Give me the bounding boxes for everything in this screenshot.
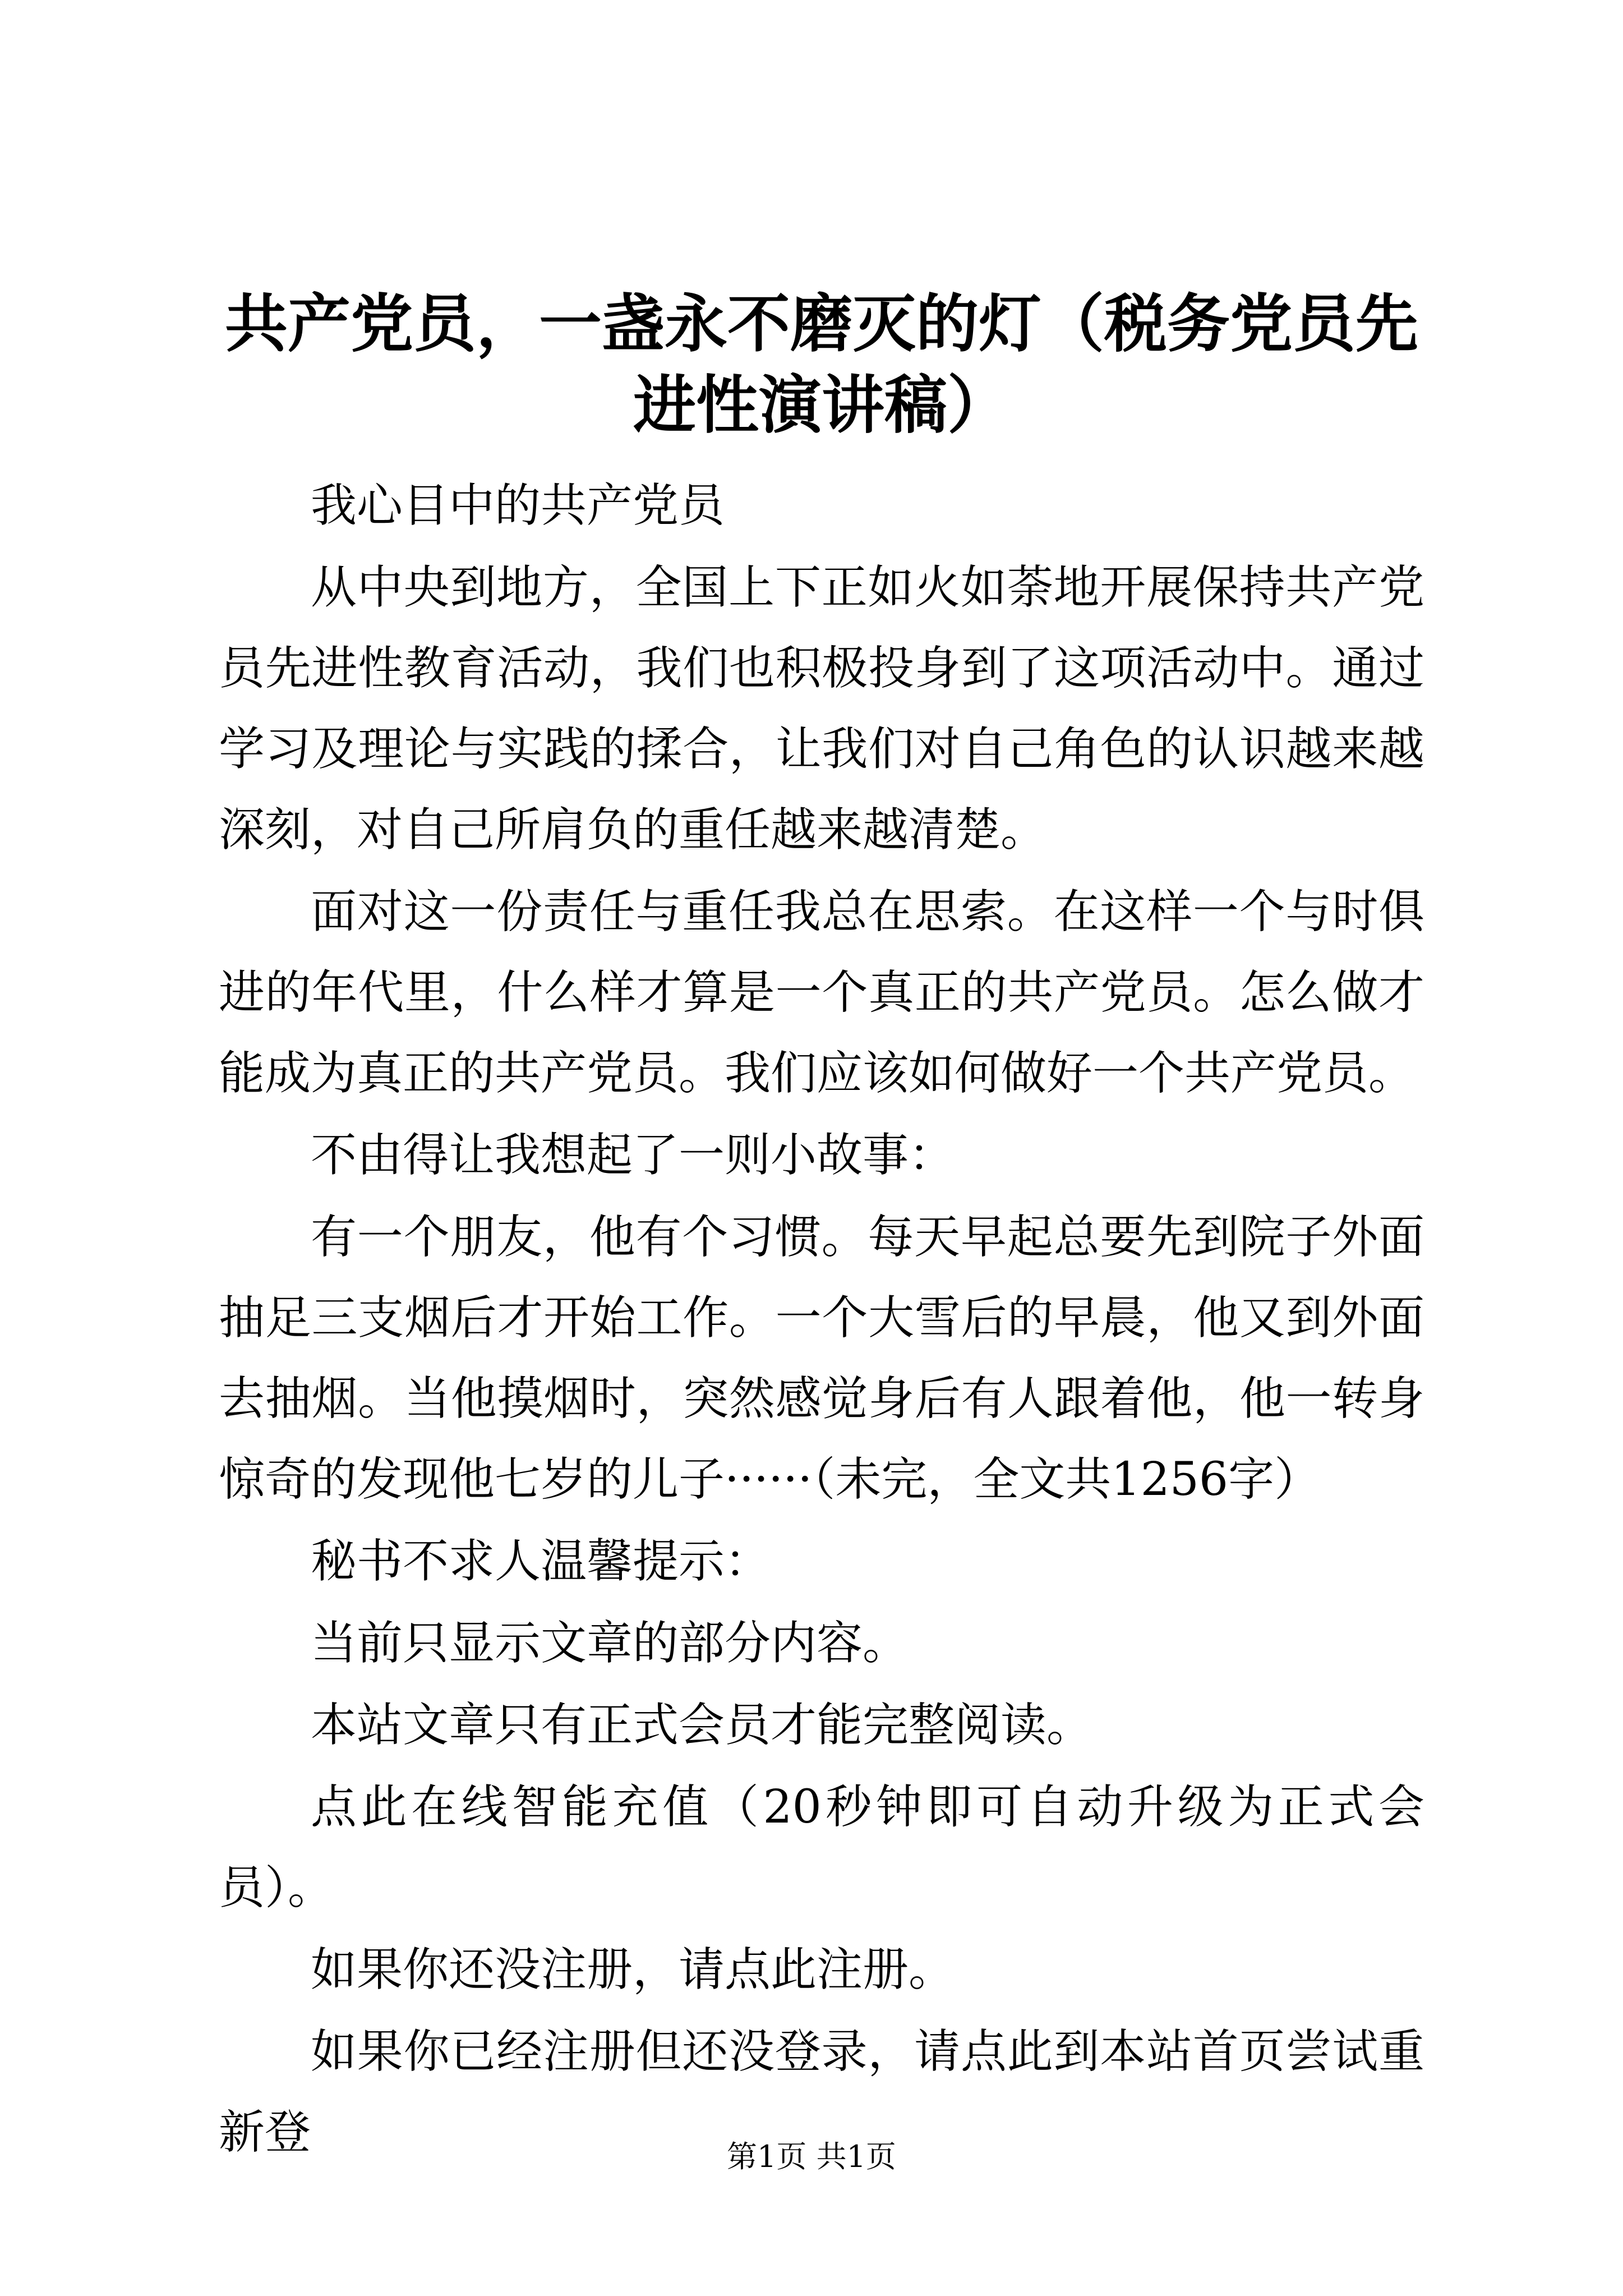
paragraph: 面对这一份责任与重任我总在思索。在这样一个与时俱进的年代里，什么样才算是一个真正的共产党员。怎么做才能成为真正的共产党员。我们应该如何做好一个共产党员。 bbox=[219, 885, 1424, 1100]
notice-line: 本站文章只有正式会员才能完整阅读。 bbox=[311, 1699, 1093, 1752]
recharge-link[interactable]: 点此在线智能充值（20秒钟即可自动升级为正式会员）。 bbox=[219, 1780, 1424, 1915]
paragraph: 不由得让我想起了一则小故事： bbox=[311, 1129, 955, 1182]
notice-heading: 秘书不求人温馨提示： bbox=[311, 1535, 771, 1588]
login-link[interactable]: 如果你已经注册但还没登录，请点此到本站首页尝试重新登 bbox=[219, 2025, 1424, 2159]
page-footer: 第1页 共1页 bbox=[727, 2139, 896, 2174]
paragraph: 有一个朋友，他有个习惯。每天早起总要先到院子外面抽足三支烟后才开始工作。一个大雪后的早晨，他又到外面去抽烟。当他摸烟时，突然感觉身后有人跟着他，他一转身惊奇的发现他七岁的儿子······（未完，全文共1256字） bbox=[219, 1211, 1424, 1506]
register-link[interactable]: 如果你还没注册，请点此注册。 bbox=[311, 1943, 955, 1996]
paragraph: 从中央到地方，全国上下正如火如荼地开展保持共产党员先进性教育活动，我们也积极投身到了这项活动中。通过学习及理论与实践的揉合，让我们对自己角色的认识越来越深刻，对自己所肩负的重任越来越清楚。 bbox=[219, 561, 1424, 857]
document-title: 共产党员，一盏永不磨灭的灯（税务党员先进性演讲稿） bbox=[225, 287, 1418, 442]
paragraph-heading: 我心目中的共产党员 bbox=[311, 479, 725, 532]
document-body bbox=[219, 466, 1424, 2174]
notice-line: 当前只显示文章的部分内容。 bbox=[311, 1617, 909, 1670]
